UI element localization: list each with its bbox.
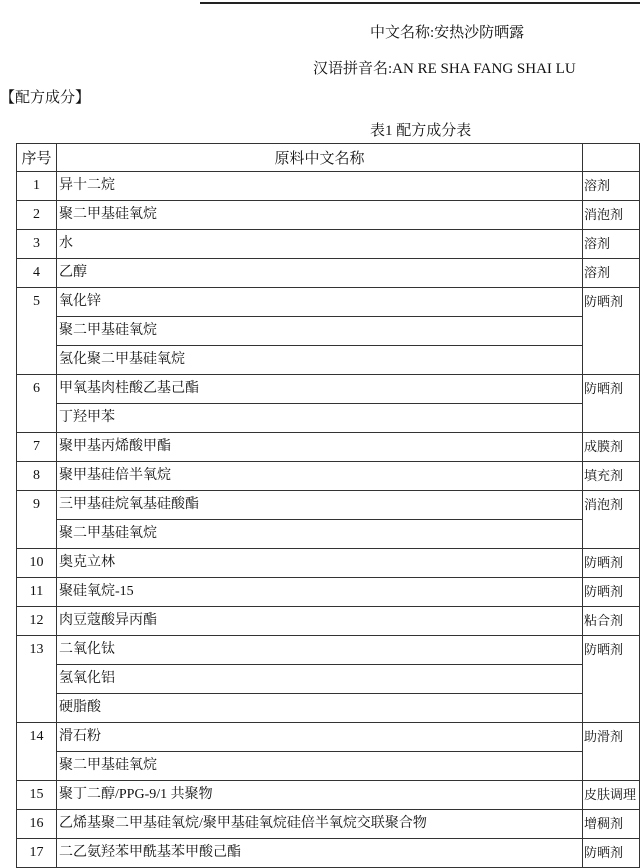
ingredient-function: 增稠剂 (583, 810, 640, 839)
table-row (17, 404, 640, 433)
ingredient-function: 防晒剂 (583, 375, 640, 433)
ingredient-function: 成膜剂 (583, 433, 640, 462)
row-index: 10 (17, 549, 57, 578)
chinese-name: 中文名称:安热沙防晒露 (370, 25, 525, 41)
ingredient-name: 甲氧基肉桂酸乙基己酯 (57, 375, 583, 404)
header-index: 序号 (17, 144, 57, 172)
ingredient-name: 乙醇 (57, 259, 583, 288)
header-function (583, 144, 640, 172)
row-index: 13 (17, 636, 57, 723)
ingredient-name: 异十二烷 (57, 172, 583, 201)
table-row (17, 578, 640, 607)
ingredient-name: 氢氧化铝 (57, 665, 583, 694)
table-row (17, 288, 640, 317)
pinyin-name: 汉语拼音名:AN RE SHA FANG SHAI LU (313, 61, 576, 77)
ingredient-function: 填充剂 (583, 462, 640, 491)
section-heading: 【配方成分】 (0, 90, 91, 106)
table-row (17, 317, 640, 346)
ingredient-name: 聚二甲基硅氧烷 (57, 201, 583, 230)
row-index: 9 (17, 491, 57, 549)
ingredient-function: 防晒剂 (583, 578, 640, 607)
ingredient-name: 水 (57, 230, 583, 259)
ingredient-name: 硬脂酸 (57, 694, 583, 723)
ingredient-name: 聚甲基丙烯酸甲酯 (57, 433, 583, 462)
formula-table (16, 143, 640, 868)
ingredient-function: 消泡剂 (583, 491, 640, 549)
ingredient-function: 皮肤调理 (583, 781, 640, 810)
row-index: 14 (17, 723, 57, 781)
table-header-row (17, 144, 640, 172)
ingredient-name: 聚硅氧烷-15 (57, 578, 583, 607)
row-index: 8 (17, 462, 57, 491)
ingredient-name: 丁羟甲苯 (57, 404, 583, 433)
ingredient-name: 三甲基硅烷氧基硅酸酯 (57, 491, 583, 520)
table-row (17, 346, 640, 375)
ingredient-name: 乙烯基聚二甲基硅氧烷/聚甲基硅氧烷硅倍半氧烷交联聚合物 (57, 810, 583, 839)
table-row (17, 810, 640, 839)
table-row (17, 520, 640, 549)
table-caption: 表1 配方成分表 (370, 123, 472, 139)
ingredient-name: 氧化锌 (57, 288, 583, 317)
table-row (17, 491, 640, 520)
table-row (17, 230, 640, 259)
row-index: 12 (17, 607, 57, 636)
row-index: 5 (17, 288, 57, 375)
ingredient-function: 溶剂 (583, 259, 640, 288)
table-row (17, 607, 640, 636)
ingredient-name: 奥克立林 (57, 549, 583, 578)
table-row (17, 462, 640, 491)
table-row (17, 636, 640, 665)
table-row (17, 723, 640, 752)
row-index: 15 (17, 781, 57, 810)
table-row (17, 752, 640, 781)
ingredient-name: 聚二甲基硅氧烷 (57, 317, 583, 346)
ingredient-function: 消泡剂 (583, 201, 640, 230)
ingredient-function: 防晒剂 (583, 288, 640, 375)
ingredient-name: 滑石粉 (57, 723, 583, 752)
row-index: 3 (17, 230, 57, 259)
row-index: 1 (17, 172, 57, 201)
table-row (17, 665, 640, 694)
table-row (17, 549, 640, 578)
header-name: 原料中文名称 (57, 144, 583, 172)
row-index: 6 (17, 375, 57, 433)
ingredient-function: 溶剂 (583, 172, 640, 201)
ingredient-name: 聚甲基硅倍半氧烷 (57, 462, 583, 491)
row-index: 17 (17, 839, 57, 868)
table-row (17, 259, 640, 288)
table-row (17, 201, 640, 230)
ingredient-name: 聚二甲基硅氧烷 (57, 520, 583, 549)
ingredient-name: 肉豆蔻酸异丙酯 (57, 607, 583, 636)
row-index: 4 (17, 259, 57, 288)
row-index: 2 (17, 201, 57, 230)
table-row (17, 375, 640, 404)
ingredient-function: 助滑剂 (583, 723, 640, 781)
ingredient-name: 二乙氨羟苯甲酰基苯甲酸己酯 (57, 839, 583, 868)
ingredient-function: 粘合剂 (583, 607, 640, 636)
ingredient-function: 防晒剂 (583, 839, 640, 868)
ingredient-name: 氢化聚二甲基硅氧烷 (57, 346, 583, 375)
row-index: 16 (17, 810, 57, 839)
table-row (17, 781, 640, 810)
table-row (17, 839, 640, 868)
row-index: 7 (17, 433, 57, 462)
ingredient-function: 溶剂 (583, 230, 640, 259)
ingredient-name: 聚丁二醇/PPG-9/1 共聚物 (57, 781, 583, 810)
ingredient-name: 聚二甲基硅氧烷 (57, 752, 583, 781)
ingredient-function: 防晒剂 (583, 636, 640, 723)
row-index: 11 (17, 578, 57, 607)
table-row (17, 694, 640, 723)
ingredient-name: 二氧化钛 (57, 636, 583, 665)
table-row (17, 433, 640, 462)
table-row (17, 172, 640, 201)
header-rule (200, 2, 640, 4)
ingredient-function: 防晒剂 (583, 549, 640, 578)
